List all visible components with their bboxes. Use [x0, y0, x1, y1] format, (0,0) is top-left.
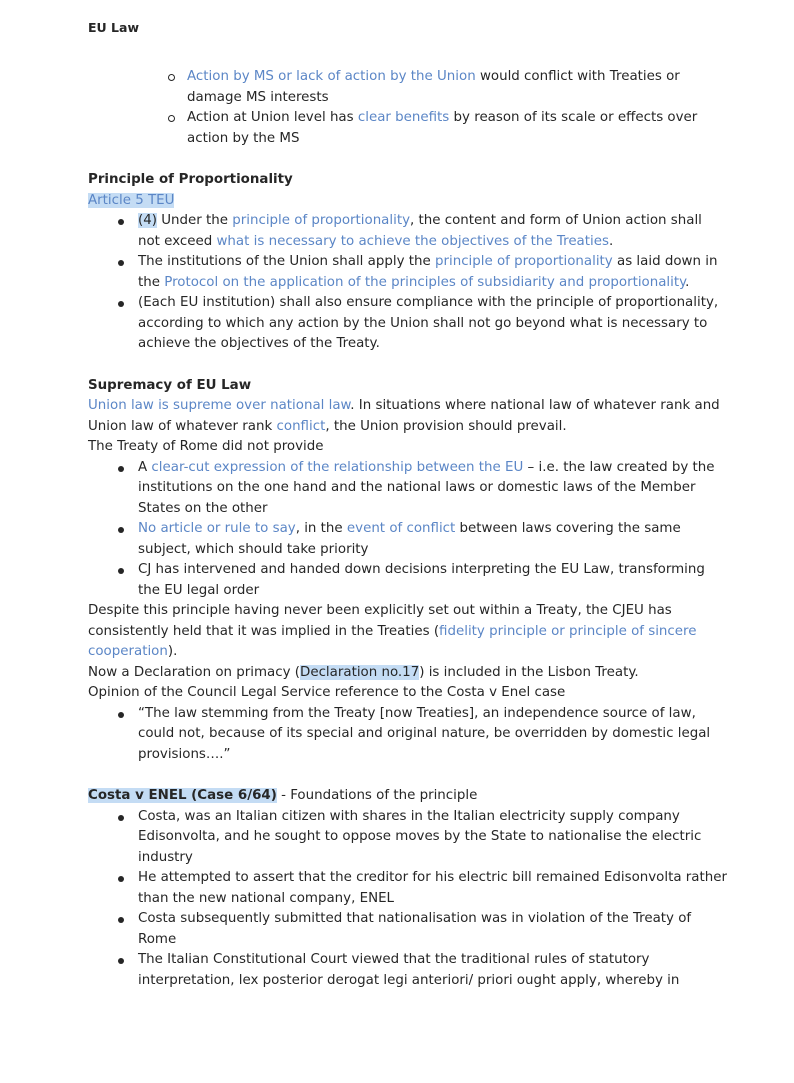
- list-item: [88, 909, 728, 950]
- list-item: [88, 211, 728, 252]
- article-reference: Article 5 TEU: [88, 192, 175, 208]
- text-run: The Italian Constitutional Court viewed that the traditional rules of statutory interpretation, lex posterior derogat legi anteriori/ priori ought apply, whereby in: [138, 952, 680, 988]
- text-run: A: [138, 459, 152, 475]
- text-run: by reason of its scale or effects over action by the MS: [187, 110, 698, 146]
- marked-text: (4): [138, 213, 157, 228]
- text-run: would conflict with Treaties or damage MS interests: [187, 69, 680, 105]
- text-run: – i.e. the law created by the institutions on the one hand and the national laws or domestic laws of the Member States on the other: [138, 459, 715, 516]
- costa-heading-line: [88, 786, 728, 807]
- text-run: (Each EU institution) shall also ensure compliance with the principle of proportionality, according to which any action by the Union shall not go beyond what is necessary to achieve the objectives of the Treaty.: [138, 295, 719, 351]
- highlighted-term: Action by MS or lack of action by the Union: [187, 69, 476, 84]
- list-item: [88, 868, 728, 909]
- marked-text: Declaration no.17: [300, 664, 420, 680]
- text-run: Costa subsequently submitted that nationalisation was in violation of the Treaty of Rome: [138, 911, 692, 947]
- text-run: Costa, was an Italian citizen with shares in the Italian electricity supply company Edisonvolta, and he sought to oppose moves by the State to nationalise the electric industry: [138, 808, 702, 865]
- document-body: [88, 67, 728, 991]
- text-run: , the Union provision should prevail.: [325, 418, 567, 434]
- highlighted-term: principle of proportionality: [232, 213, 410, 228]
- list-item: [88, 560, 728, 601]
- text-run: Under the: [156, 213, 233, 228]
- highlighted-term: Protocol on the application of the principles of subsidiarity and proportionality: [164, 274, 686, 290]
- despite-paragraph: [88, 601, 728, 663]
- highlighted-term: conflict: [276, 418, 326, 434]
- list-item: [88, 807, 728, 869]
- highlighted-term: what is necessary to achieve the objectives of the Treaties: [216, 233, 609, 249]
- highlighted-term: No article or rule to say: [138, 521, 296, 536]
- highlighted-term: clear benefits: [357, 110, 450, 125]
- text-run: CJ has intervened and handed down decisions interpreting the EU Law, transforming the EU legal order: [138, 562, 705, 598]
- list-item: [88, 950, 728, 991]
- text-run: , the content and form of Union action shall not exceed: [138, 213, 702, 249]
- case-subtitle: - Foundations of the principle: [276, 788, 478, 803]
- text-run: “The law stemming from the Treaty [now Treaties], an independence source of law, could not, because of its special and original nature, be overridden by domestic legal provisions….”: [138, 705, 711, 762]
- costa-list: [88, 807, 728, 992]
- text-run: Despite this principle having never been explicitly set out within a Treaty, the CJEU has consistently held that it was implied in the Treaties (: [88, 603, 672, 639]
- section-heading-supremacy: Supremacy of EU Law: [88, 377, 252, 393]
- supremacy-list: [88, 458, 728, 602]
- text-run: The institutions of the Union shall apply the: [138, 254, 435, 269]
- text-run: He attempted to assert that the creditor for his electric bill remained Edisonvolta rather than the new national company, ENEL: [138, 870, 727, 906]
- treaty-of-rome-line: The Treaty of Rome did not provide: [88, 439, 324, 454]
- text-run: ).: [167, 644, 178, 659]
- list-item: [88, 67, 728, 108]
- text-run: between laws covering the same subject, which should take priority: [138, 521, 681, 557]
- list-item: [88, 519, 728, 560]
- list-item: [88, 704, 728, 766]
- text-run: as laid down in the: [138, 254, 718, 290]
- proportionality-list: [88, 211, 728, 355]
- quote-list: [88, 704, 728, 766]
- highlighted-term: fidelity principle or principle of sincere cooperation: [88, 623, 697, 659]
- page-header-title: EU Law: [88, 20, 139, 35]
- list-item: [88, 252, 728, 293]
- text-run: ) is included in the Lisbon Treaty.: [419, 664, 639, 680]
- text-run: .: [685, 274, 690, 290]
- text-run: .: [608, 233, 614, 249]
- list-item: [88, 458, 728, 520]
- list-item: [88, 108, 728, 149]
- case-title: Costa v ENEL (Case 6/64): [88, 788, 277, 803]
- declaration-line: [88, 663, 728, 684]
- supremacy-intro: [88, 396, 728, 437]
- subsidiarity-list: [88, 67, 728, 149]
- text-run: Action at Union level has: [187, 110, 358, 125]
- opinion-line: Opinion of the Council Legal Service reference to the Costa v Enel case: [88, 685, 566, 700]
- text-run: , in the: [295, 521, 347, 536]
- text-run: Now a Declaration on primacy (: [88, 664, 301, 680]
- highlighted-term: Union law is supreme over national law: [88, 398, 351, 413]
- text-run: . In situations where national law of whatever rank and Union law of whatever rank: [88, 398, 720, 434]
- list-item: [88, 293, 728, 355]
- highlighted-term: clear-cut expression of the relationship between the EU: [151, 459, 524, 475]
- section-heading-proportionality: Principle of Proportionality: [88, 172, 293, 187]
- highlighted-term: principle of proportionality: [434, 254, 613, 269]
- highlighted-term: event of conflict: [346, 521, 456, 536]
